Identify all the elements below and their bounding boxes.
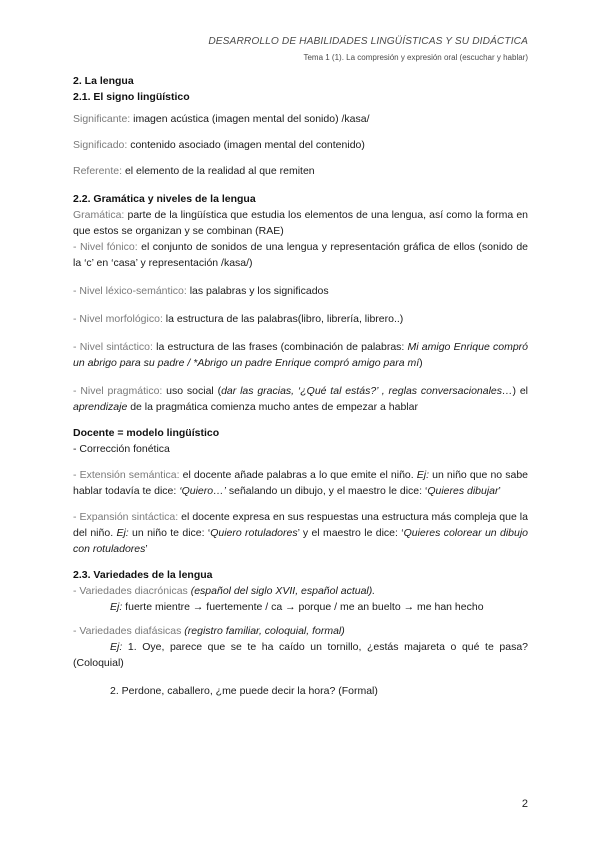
page-number: 2	[521, 798, 528, 810]
example-diafasicas-2: 2. Perdone, caballero, ¿me puede decir la hora? (Formal)	[110, 685, 378, 697]
quote-quieres-dibujar: Quieres dibujar	[427, 485, 499, 497]
text-expansion-sintactica-2: un niño te dice: ‘	[128, 527, 211, 539]
paragraph-extension-semantica	[73, 467, 528, 499]
text-extension-semantica-2: un niño que no sabe hablar todavía te dice:	[73, 469, 528, 497]
term-nivel-fonico: - Nivel fónico:	[73, 241, 138, 253]
text-extension-semantica-end: ’	[498, 485, 501, 497]
paragraph-significado	[73, 137, 528, 153]
text-significante: imagen acústica (imagen mental del sonido) /kasa/	[130, 113, 370, 125]
term-extension-semantica: - Extensión semántica:	[73, 469, 180, 481]
paragraph-nivel-lexico	[73, 283, 528, 299]
word-aprendizaje: aprendizaje	[73, 401, 128, 413]
text-nivel-pragmatico-3: de la pragmática comienza mucho antes de empezar a hablar	[127, 401, 418, 413]
label-ej: Ej:	[416, 469, 430, 481]
term-nivel-morfologico: - Nivel morfológico:	[73, 313, 163, 325]
text-example-diacronicas: fuerte mientre → fuertemente / ca → porque / me an buelto → me han hecho	[122, 601, 484, 613]
text-extension-semantica: el docente añade palabras a lo que emite el niño.	[179, 469, 417, 481]
text-nivel-lexico: las palabras y los significados	[186, 285, 329, 297]
term-significante: Significante:	[73, 113, 131, 125]
section-heading-docente: Docente = modelo lingüístico	[73, 427, 220, 439]
paragraph-significante	[73, 111, 528, 127]
term-variedades-diacronicas: - Variedades diacrónicas	[73, 585, 188, 597]
label-ej: Ej:	[116, 527, 129, 539]
text-expansion-sintactica: el docente expresa en sus respuestas una estructura más compleja que la del niño.	[73, 511, 528, 539]
term-nivel-sintactico: - Nivel sintáctico:	[73, 341, 153, 353]
term-significado: Significado:	[73, 139, 128, 151]
header-title: DESARROLLO DE HABILIDADES LINGÜÍSTICAS Y SU DIDÁCTICA	[208, 36, 528, 47]
term-variedades-diafasicas: - Variedades diafásicas	[73, 625, 182, 637]
term-nivel-lexico: - Nivel léxico-semántico:	[73, 285, 187, 297]
text-nivel-sintactico: la estructura de las frases (combinación de palabras:	[152, 341, 408, 353]
label-ej: Ej:	[110, 641, 123, 653]
text-example-diafasicas-1: 1. Oye, parece que se te ha caído un tornillo, ¿estás majareta o qué te pasa? (Coloquial)	[73, 641, 528, 669]
text-nivel-fonico: el conjunto de sonidos de una lengua y representación gráfica de ellos (sonido de la ‘c’ en ‘casa’ y representación /kasa/)	[73, 241, 528, 269]
quote-quiero-rotuladores: Quiero rotuladores	[210, 527, 298, 539]
text-variedades-diafasicas: (registro familiar, coloquial, formal)	[181, 625, 345, 637]
example-diafasicas-1	[73, 639, 528, 671]
section-heading-signo: 2.1. El signo lingüístico	[73, 91, 190, 103]
text-expansion-sintactica-end: ’	[145, 543, 148, 555]
text-significado: contenido asociado (imagen mental del contenido)	[127, 139, 365, 151]
example-nivel-pragmatico: dar las gracias, ‘¿Qué tal estás?’ , reglas conversacionales…	[221, 385, 513, 397]
label-ej: Ej:	[110, 601, 123, 613]
term-gramatica: Gramática:	[73, 209, 125, 221]
section-heading-gramatica: 2.2. Gramática y niveles de la lengua	[73, 193, 256, 205]
text-gramatica: parte de la lingüística que estudia los elementos de una lengua, así como la forma en que estos se organizan y se combinan (RAE)	[73, 209, 528, 237]
paragraph-variedades-diacronicas	[73, 583, 528, 599]
paragraph-nivel-fonico	[73, 239, 528, 271]
text-nivel-morfologico: la estructura de las palabras(libro, librería, librero..)	[162, 313, 404, 325]
item-correccion-fonetica: - Corrección fonética	[73, 443, 170, 455]
paragraph-nivel-morfologico	[73, 311, 528, 327]
quote-quiero: ‘Quiero…’	[179, 485, 226, 497]
term-expansion-sintactica: - Expansión sintáctica:	[73, 511, 179, 523]
example-nivel-sintactico: Mi amigo Enrique compró un abrigo para su padre / *Abrigo un padre Enrique compró amigo para mí	[73, 341, 528, 369]
example-diacronicas	[73, 599, 528, 615]
text-expansion-sintactica-3: ’ y el maestro le dice: ‘	[297, 527, 404, 539]
paragraph-expansion-sintactica	[73, 509, 528, 557]
text-nivel-pragmatico-2: ) el	[512, 385, 529, 397]
term-nivel-pragmatico: - Nivel pragmático:	[73, 385, 163, 397]
paragraph-gramatica	[73, 207, 528, 239]
section-heading-variedades: 2.3. Variedades de la lengua	[73, 569, 213, 581]
text-variedades-diacronicas: (español del siglo XVII, español actual).	[187, 585, 376, 597]
quote-quieres-colorear: Quieres colorear un dibujo con rotuladores	[73, 527, 529, 555]
paragraph-referente	[73, 163, 528, 179]
page-content	[73, 73, 528, 699]
term-referente: Referente:	[73, 165, 123, 177]
text-nivel-pragmatico: uso social (	[162, 385, 222, 397]
text-referente: el elemento de la realidad al que remiten	[122, 165, 315, 177]
paragraph-nivel-sintactico	[73, 339, 528, 371]
text-extension-semantica-3: señalando un dibujo, y el maestro le dice: ‘	[225, 485, 428, 497]
section-heading-la-lengua: 2. La lengua	[73, 75, 134, 87]
header-subtitle: Tema 1 (1). La compresión y expresión oral (escuchar y hablar)	[303, 53, 528, 62]
paragraph-nivel-pragmatico	[73, 383, 528, 415]
paragraph-variedades-diafasicas	[73, 623, 528, 639]
text-nivel-sintactico-end: )	[419, 357, 423, 369]
